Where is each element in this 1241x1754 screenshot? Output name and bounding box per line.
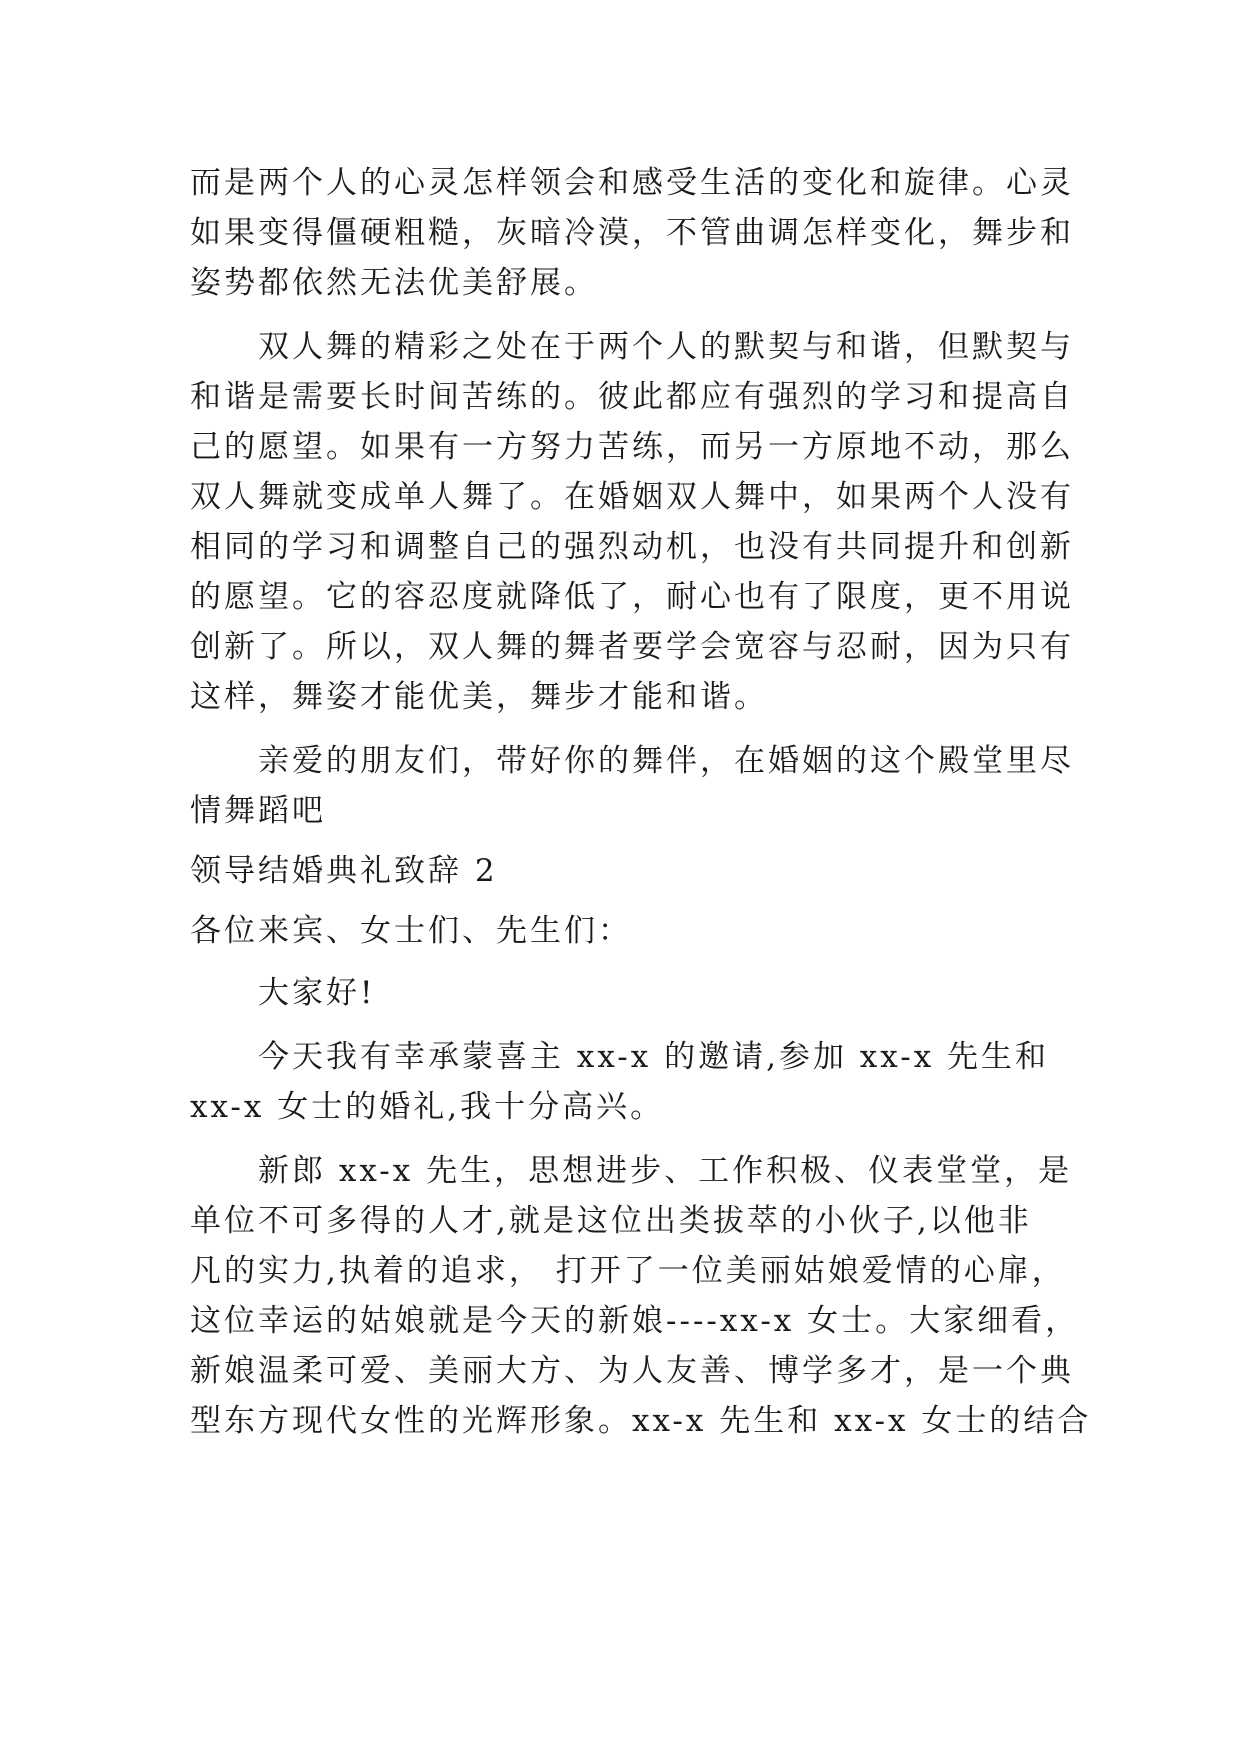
- text-line: 型东方现代女性的光辉形象。xx-x 先生和 xx-x 女士的结合: [190, 1403, 1092, 1439]
- text-line: 双人舞的精彩之处在于两个人的默契与和谐，但默契与: [190, 329, 1074, 365]
- text-line: 而是两个人的心灵怎样领会和感受生活的变化和旋律。心灵: [190, 165, 1074, 201]
- text-line: 今天我有幸承蒙喜主 xx-x 的邀请,参加 xx-x 先生和: [190, 1039, 1050, 1075]
- text-line: 亲爱的朋友们，带好你的舞伴，在婚姻的这个殿堂里尽: [190, 743, 1074, 779]
- salutation: 各位来宾、女士们、先生们：: [190, 913, 632, 949]
- text-line: 的愿望。它的容忍度就降低了，耐心也有了限度，更不用说: [190, 579, 1074, 615]
- text-line: 新娘温柔可爱、美丽大方、为人友善、博学多才，是一个典: [190, 1353, 1074, 1389]
- text-line: 相同的学习和调整自己的强烈动机，也没有共同提升和创新: [190, 529, 1074, 565]
- text-line: xx-x 女士的婚礼,我十分高兴。: [190, 1089, 665, 1125]
- document-body: [190, 158, 1092, 1446]
- text-line: 单位不可多得的人才,就是这位出类拔萃的小伙子,以他非: [190, 1203, 1032, 1239]
- text-line: 凡的实力,执着的追求， 打开了一位美丽姑娘爱情的心扉，: [190, 1253, 1066, 1289]
- text-line: 己的愿望。如果有一方努力苦练，而另一方原地不动，那么: [190, 429, 1074, 465]
- text-line: 姿势都依然无法优美舒展。: [190, 265, 598, 301]
- section-heading: 领导结婚典礼致辞 2: [190, 853, 498, 889]
- text-line: 和谐是需要长时间苦练的。彼此都应有强烈的学习和提高自: [190, 379, 1074, 415]
- text-line: 这样，舞姿才能优美，舞步才能和谐。: [190, 679, 768, 715]
- text-line: 这位幸运的姑娘就是今天的新娘----xx-x 女士。大家细看，: [190, 1303, 1080, 1339]
- text-line: 创新了。所以，双人舞的舞者要学会宽容与忍耐，因为只有: [190, 629, 1074, 665]
- greeting: 大家好!: [190, 975, 376, 1011]
- text-line: 情舞蹈吧: [190, 793, 326, 829]
- text-line: 新郎 xx-x 先生，思想进步、工作积极、仪表堂堂，是: [190, 1153, 1073, 1189]
- text-line: 双人舞就变成单人舞了。在婚姻双人舞中，如果两个人没有: [190, 479, 1074, 515]
- text-line: 如果变得僵硬粗糙，灰暗冷漠，不管曲调怎样变化，舞步和: [190, 215, 1074, 251]
